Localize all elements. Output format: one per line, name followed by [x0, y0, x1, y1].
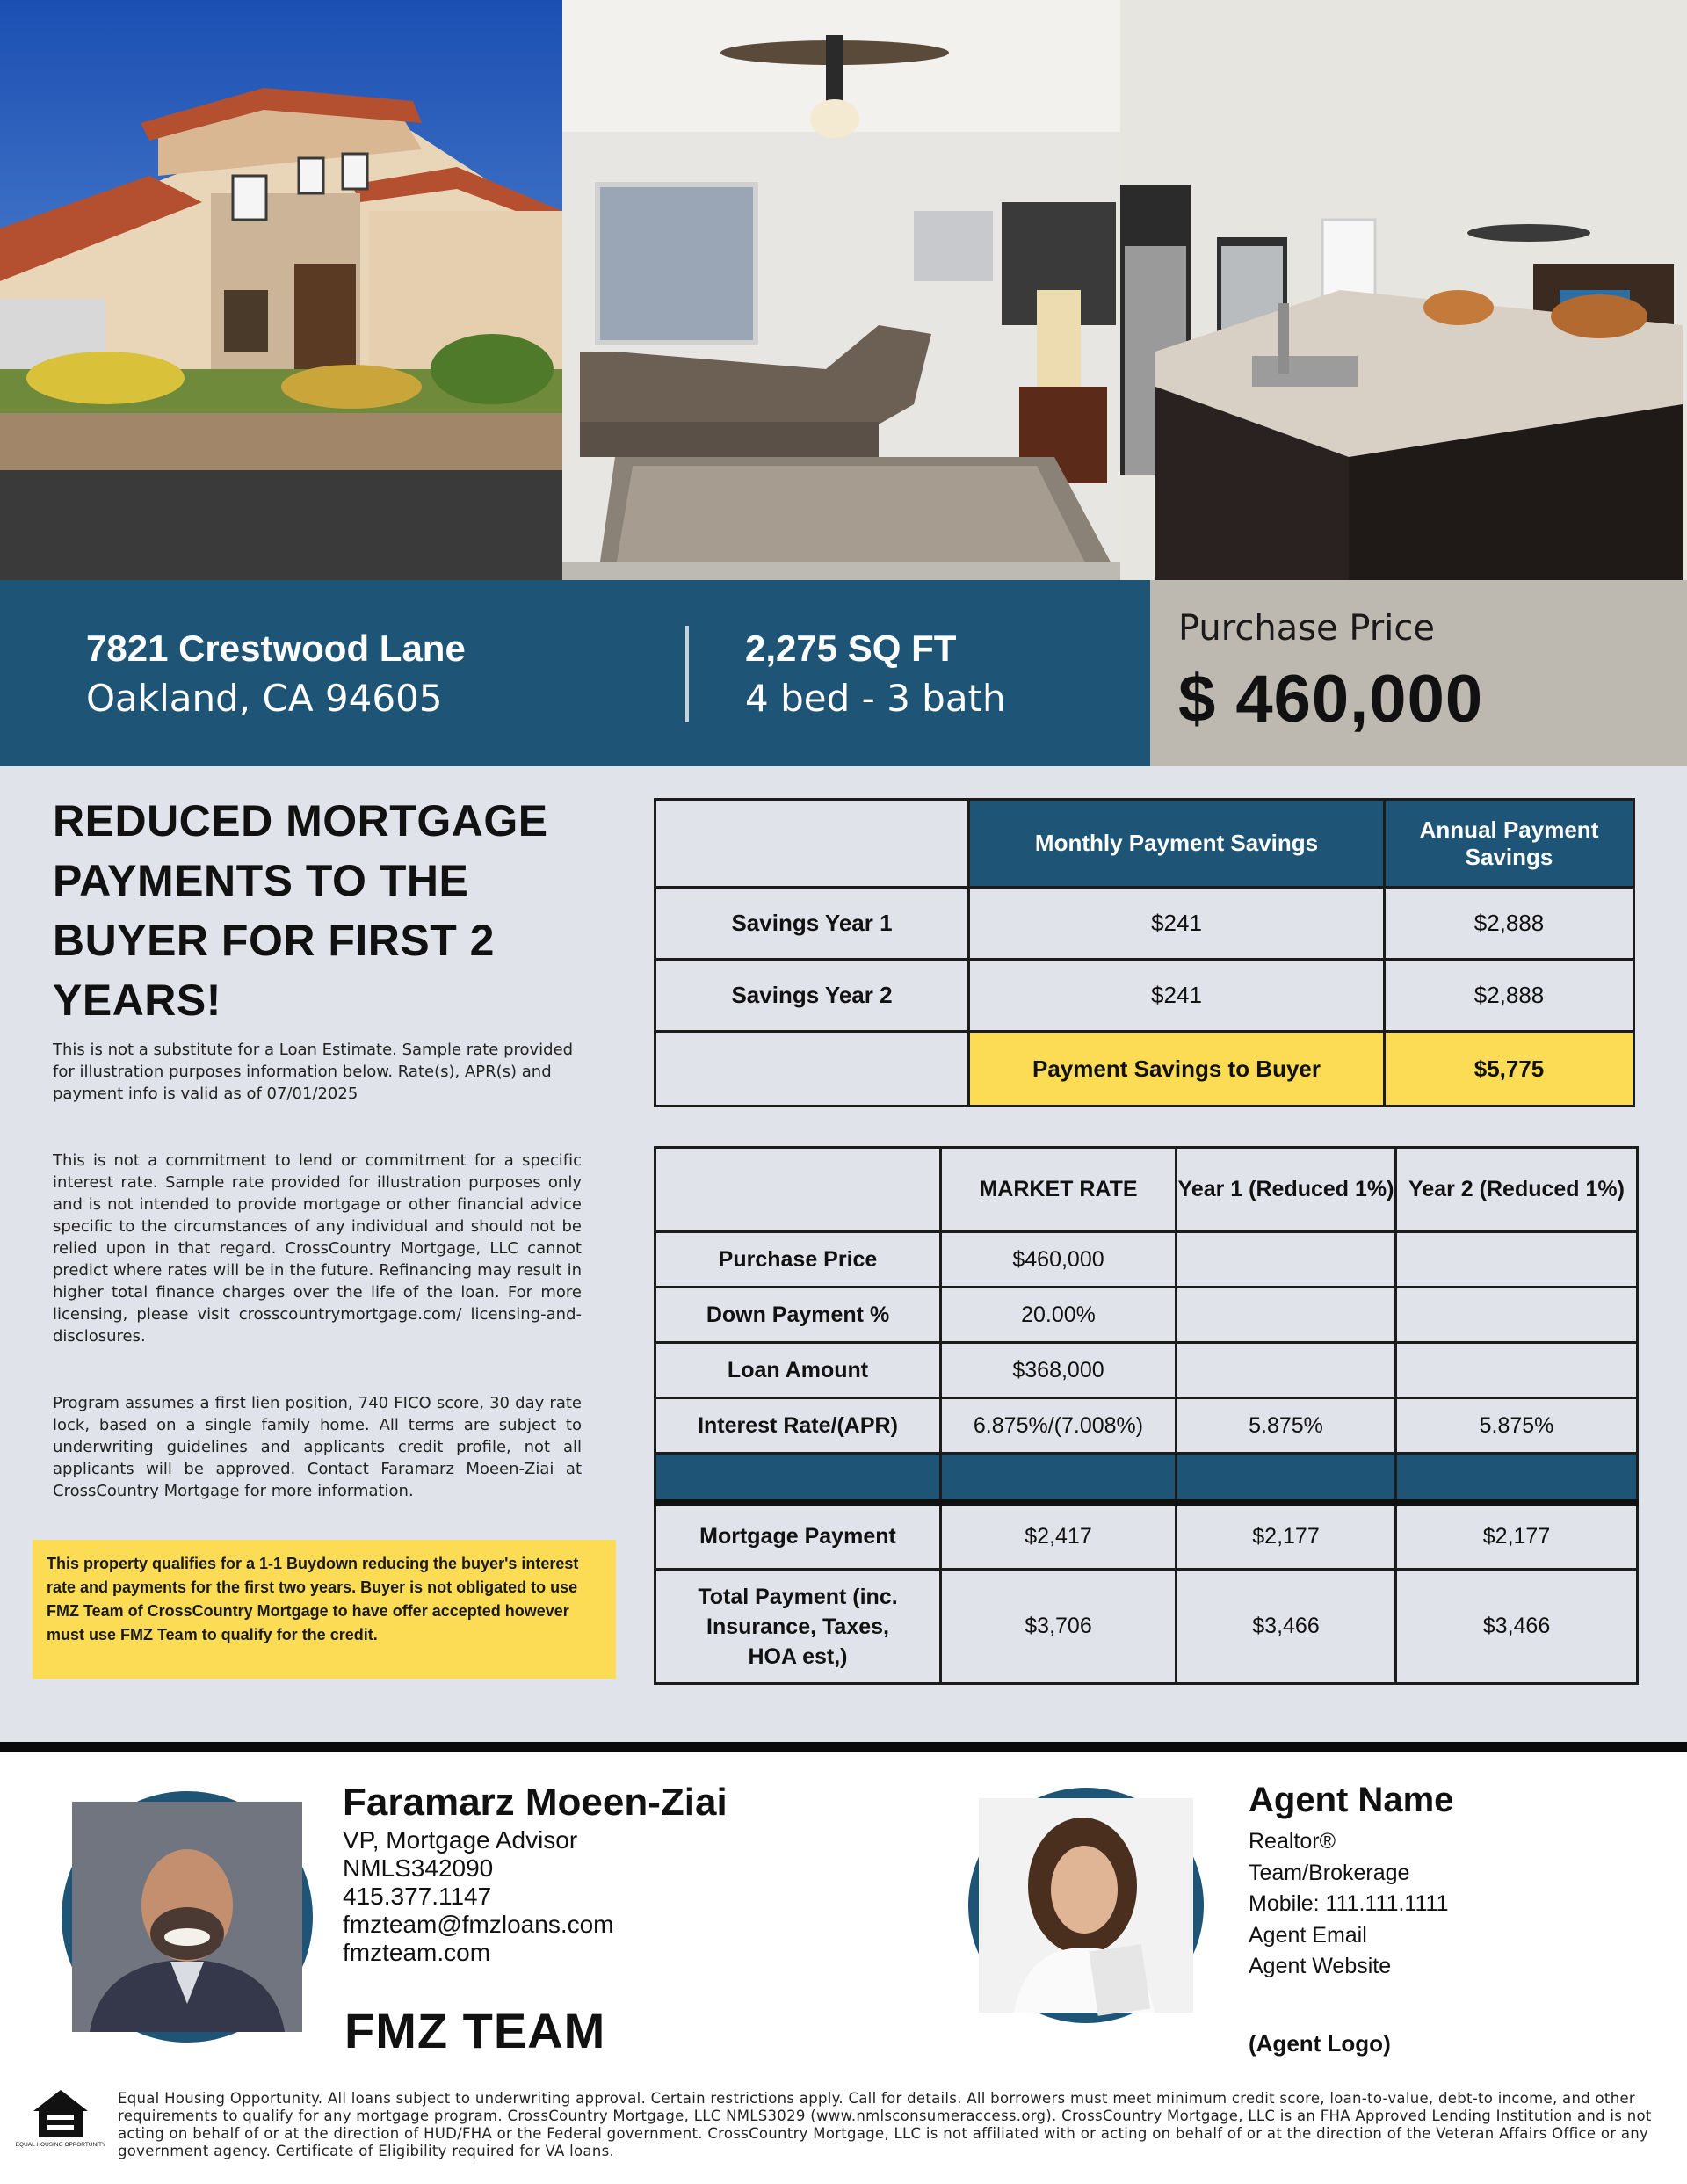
header-monthly-savings: Monthly Payment Savings [969, 800, 1385, 888]
total-row [655, 1032, 1634, 1107]
band-divider [685, 626, 689, 722]
disclaimer-commitment: This is not a commitment to lend or commitment for a specific interest rate. Sample rate provided for illustration purposes only and is not intended to provide mortgage or other financial advice specific to the circumstances of any individual and should not be relied upon in that regard. CrossCountry Mortgage, LLC cannot predict where rates will be in the future. Refinancing may result in higher total finance charges over the life of the loan. For more licensing, please visit crosscountrymortgage.com/ licensing-and-disclosures. [53, 1151, 582, 1346]
table-header-row [655, 1148, 1638, 1232]
legal-disclaimer: Equal Housing Opportunity. All loans subject to underwriting approval. Certain restrictions apply. Call for details. All borrowers must meet minimum credit score, loan-to-value, debt-to income, and other requirements to qualify for any mortgage program. CrossCountry Mortgage, LLC NMLS3029 (www.nmlsconsumeraccess.org). CrossCountry Mortgage, LLC is an FHA Approved Lending Institution and is not acting on behalf of or at the direction of HUD/FHA or the Federal government. CrossCountry Mortgage, LLC is not affiliated with or acting on behalf of or at the direction of the Veteran Affairs Office or any government agency. Certificate of Eligibility required for VA loans. [118, 2090, 1652, 2159]
row-label: Savings Year 1 [655, 888, 969, 960]
market-rate-cell: $368,000 [941, 1343, 1177, 1398]
city-state-zip: Oakland, CA 94605 [86, 677, 443, 720]
market-rate-cell: 6.875%/(7.008%) [941, 1398, 1177, 1454]
market-rate-cell: $3,706 [941, 1570, 1177, 1684]
year-2-cell [1396, 1343, 1638, 1398]
footer-divider [0, 1742, 1687, 1752]
buydown-callout: This property qualifies for a 1-1 Buydown reducing the buyer's interest rate and payments for the first two years. Buyer is not obligated to use FMZ Team of CrossCountry Mortgage to have offer accepted however must use FMZ Team to qualify for the credit. [33, 1540, 616, 1679]
loan-officer-email[interactable]: fmzteam@fmzloans.com [343, 1911, 614, 1938]
disclaimer-program: Program assumes a first lien position, 740 FICO score, 30 day rate lock, based on a single family home. All terms are subject to underwriting guidelines and applicants credit profile, not all applicants will be approved. Contact Faramarz Moeen-Ziai at CrossCountry Mortgage for more information. [53, 1394, 582, 1500]
price-block [1150, 580, 1687, 766]
year-2-cell [1396, 1232, 1638, 1288]
row-label: Purchase Price [655, 1232, 941, 1288]
total-empty-cell [655, 1032, 969, 1107]
separator-cell [655, 1454, 941, 1503]
row-label: Savings Year 2 [655, 960, 969, 1032]
headline: REDUCED MORTGAGE PAYMENTS TO THE BUYER FOR FIRST 2 YEARS! [53, 796, 548, 1025]
year-2-cell [1396, 1288, 1638, 1343]
table-row [655, 1503, 1638, 1570]
separator-cell [1177, 1454, 1396, 1503]
year-2-cell: $2,177 [1396, 1503, 1638, 1570]
price-label: Purchase Price [1178, 608, 1435, 649]
specs-block [745, 624, 1006, 724]
table-row [655, 1288, 1638, 1343]
year-1-cell [1177, 1288, 1396, 1343]
separator-cell [941, 1454, 1177, 1503]
kitchen-photo [1120, 0, 1687, 580]
year-1-cell: $2,177 [1177, 1503, 1396, 1570]
total-value: $5,775 [1385, 1032, 1634, 1107]
total-label: Payment Savings to Buyer [969, 1032, 1385, 1107]
annual-savings-cell: $2,888 [1385, 960, 1634, 1032]
agent-email[interactable]: Agent Email [1249, 1922, 1367, 1948]
table-row [655, 1398, 1638, 1454]
agent-title: Realtor® [1249, 1829, 1336, 1854]
annual-savings-cell: $2,888 [1385, 888, 1634, 960]
loan-officer-phone[interactable]: 415.377.1147 [343, 1883, 492, 1910]
equal-housing-icon [15, 2086, 106, 2155]
row-label: Total Payment (inc. Insurance, Taxes, HOA est,) [655, 1570, 941, 1684]
photo-strip [0, 0, 1687, 580]
year-2-cell: $3,466 [1396, 1570, 1638, 1684]
loan-officer-avatar [62, 1791, 313, 2043]
header-year-2: Year 2 (Reduced 1%) [1396, 1148, 1638, 1232]
row-label: Mortgage Payment [655, 1503, 941, 1570]
loan-officer-nmls: NMLS342090 [343, 1854, 494, 1882]
team-name: FMZ TEAM [344, 2003, 606, 2058]
table-row [655, 1343, 1638, 1398]
loan-officer-website[interactable]: fmzteam.com [343, 1939, 491, 1966]
listing-summary [0, 580, 1150, 766]
header-year-1: Year 1 (Reduced 1%) [1177, 1148, 1396, 1232]
square-footage: 2,275 SQ FT [745, 628, 957, 669]
purchase-price: $ 460,000 [1178, 662, 1484, 736]
row-label: Loan Amount [655, 1343, 941, 1398]
exterior-photo [0, 0, 562, 580]
year-2-cell: 5.875% [1396, 1398, 1638, 1454]
agent-avatar [968, 1788, 1204, 2023]
monthly-savings-cell: $241 [969, 960, 1385, 1032]
year-1-cell: 5.875% [1177, 1398, 1396, 1454]
eho-label: EQUAL HOUSING OPPORTUNITY [15, 2142, 106, 2148]
contact-footer [0, 1752, 1687, 2184]
header-annual-savings: Annual Payment Savings [1385, 800, 1634, 888]
agent-brokerage: Team/Brokerage [1249, 1860, 1410, 1885]
header-empty-cell [655, 1148, 941, 1232]
year-1-cell [1177, 1343, 1396, 1398]
market-rate-cell: $2,417 [941, 1503, 1177, 1570]
agent-mobile[interactable]: Mobile: 111.111.1111 [1249, 1891, 1449, 1916]
beds-baths: 4 bed - 3 bath [745, 677, 1006, 720]
agent-details [1249, 1826, 1448, 1983]
row-label: Down Payment % [655, 1288, 941, 1343]
listing-info-band [0, 580, 1687, 766]
disclaimer-loan-estimate: This is not a substitute for a Loan Estimate. Sample rate provided for illustration purposes information below. Rate(s), APR(s) and payment info is valid as of 07/01/2025 [53, 1041, 574, 1103]
market-rate-cell: 20.00% [941, 1288, 1177, 1343]
main-panel [0, 766, 1687, 1742]
agent-logo-placeholder: (Agent Logo) [1249, 2030, 1391, 2057]
table-header-row [655, 800, 1634, 888]
table-row [655, 960, 1634, 1032]
separator-row [655, 1454, 1638, 1503]
row-label: Interest Rate/(APR) [655, 1398, 941, 1454]
table-row [655, 1570, 1638, 1684]
year-1-cell: $3,466 [1177, 1570, 1396, 1684]
table-row [655, 888, 1634, 960]
monthly-savings-cell: $241 [969, 888, 1385, 960]
address-block [86, 624, 466, 724]
loan-officer-name: Faramarz Moeen-Ziai [343, 1781, 728, 1824]
header-market-rate: MARKET RATE [941, 1148, 1177, 1232]
separator-cell [1396, 1454, 1638, 1503]
loan-officer-title: VP, Mortgage Advisor [343, 1826, 578, 1854]
loan-officer-details [343, 1826, 614, 1967]
rate-comparison-table [654, 1146, 1639, 1685]
agent-name: Agent Name [1249, 1781, 1454, 1819]
market-rate-cell: $460,000 [941, 1232, 1177, 1288]
street-address: 7821 Crestwood Lane [86, 628, 466, 669]
living-room-photo [562, 0, 1120, 580]
table-row [655, 1232, 1638, 1288]
savings-table [654, 798, 1635, 1107]
year-1-cell [1177, 1232, 1396, 1288]
header-empty-cell [655, 800, 969, 888]
agent-website[interactable]: Agent Website [1249, 1954, 1392, 1978]
